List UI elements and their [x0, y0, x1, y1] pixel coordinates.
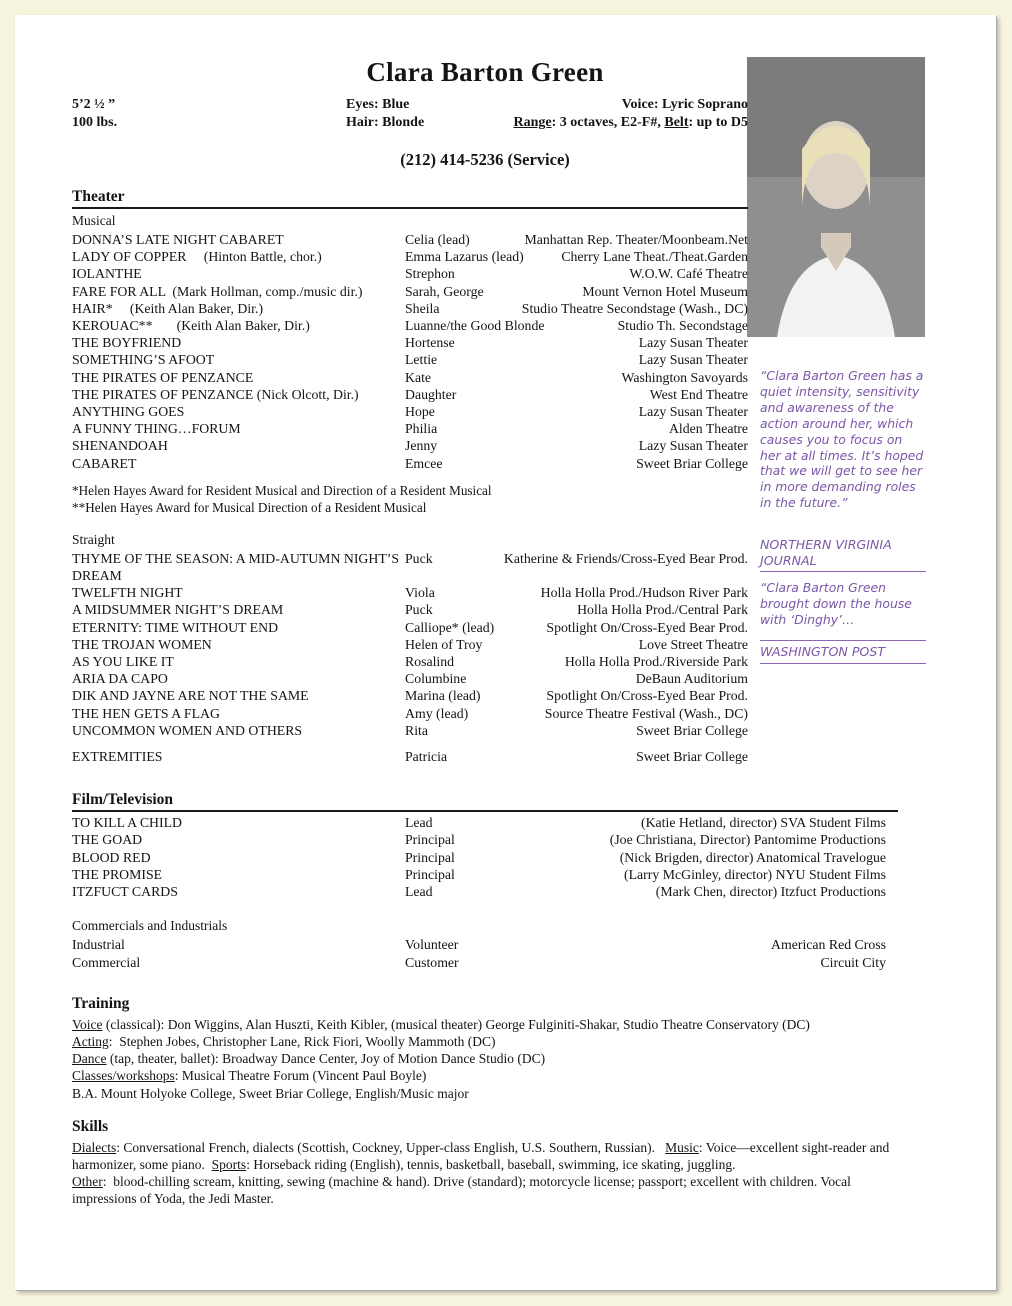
footnote: **Helen Hayes Award for Musical Direction of a Resident Musical: [72, 499, 427, 515]
credit-venue: Sweet Briar College: [636, 749, 748, 765]
credit-venue: Cherry Lane Theat./Theat.Garden: [561, 249, 748, 265]
credit-venue: West End Theatre: [649, 386, 748, 402]
skills-lines: [72, 1139, 898, 1208]
credit-role: Rosalind: [405, 654, 455, 670]
training-heading: Training: [72, 994, 130, 1012]
credit-row: [72, 437, 748, 454]
credit-role: Sarah, George: [405, 283, 484, 299]
credit-title: Commercial: [72, 954, 141, 970]
credit-title: A FUNNY THING…FORUM: [72, 421, 241, 437]
vitals-left-column: [72, 96, 346, 132]
credit-title: THE GOAD: [72, 832, 143, 848]
credit-row: [72, 248, 748, 265]
underlined-text: Dance: [72, 1051, 107, 1067]
credit-venue: Love Street Theatre: [638, 636, 748, 652]
credit-title: CABARET: [72, 455, 137, 471]
plain-text: : Horseback riding (English), tennis, basketball, baseball, swimming, ice skating, juggling.: [246, 1156, 736, 1172]
footnote: *Helen Hayes Award for Resident Musical and Direction of a Resident Musical: [72, 482, 492, 498]
credit-title: KEROUAC** (Keith Alan Baker, Dir.): [72, 318, 310, 334]
resume-page: [15, 15, 996, 1290]
credit-role: Philia: [405, 421, 438, 437]
skills-line: [72, 1139, 898, 1173]
credit-role: Volunteer: [405, 937, 459, 953]
credit-row: [72, 814, 886, 831]
credit-role: Patricia: [405, 749, 448, 765]
training-line: [72, 1067, 898, 1084]
credit-role: Viola: [405, 585, 435, 601]
vitals-block: [72, 96, 748, 132]
underlined-text: Other: [72, 1174, 103, 1190]
underlined-text: Belt: [664, 115, 689, 130]
underlined-text: Voice: [72, 1016, 103, 1032]
plain-text: : up to D5: [688, 115, 748, 130]
phone-number: (212) 414-5236 (Service): [400, 150, 570, 169]
film-heading-label: Film/Television: [72, 791, 174, 809]
credit-row: [72, 369, 748, 386]
quote-source-2: WASHINGTON POST: [760, 640, 926, 665]
credit-title: THE BOYFRIEND: [72, 335, 182, 351]
underlined-text: Acting: [72, 1033, 109, 1049]
credit-row: [72, 317, 748, 334]
credit-row: [72, 722, 748, 739]
credit-row: [72, 705, 748, 722]
credit-row: [72, 670, 748, 687]
credit-venue: Studio Theatre Secondstage (Wash., DC): [521, 300, 748, 316]
credit-venue: Sweet Briar College: [636, 455, 748, 471]
credit-venue: Source Theatre Festival (Wash., DC): [544, 705, 748, 721]
credit-title: THE TROJAN WOMEN: [72, 636, 212, 652]
credit-role: Jenny: [405, 438, 438, 454]
training-lines: [72, 1016, 898, 1102]
credit-row: [72, 351, 748, 368]
credit-row: [72, 334, 748, 351]
vitals-right-column: [513, 96, 748, 132]
training-line: [72, 1085, 898, 1102]
credit-role: Daughter: [405, 386, 457, 402]
credit-role: Customer: [405, 954, 459, 970]
credit-title: TWELFTH NIGHT: [72, 585, 183, 601]
training-line: [72, 1050, 898, 1067]
quote-source-1: NORTHERN VIRGINIA JOURNAL: [760, 537, 926, 572]
plain-text: B.A. Mount Holyoke College, Sweet Briar College, English/Music major: [72, 1085, 469, 1101]
credit-role: Luanne/the Good Blonde: [405, 318, 545, 334]
credit-role: Kate: [405, 369, 432, 385]
credit-venue: Alden Theatre: [668, 421, 748, 437]
underlined-text: Sports: [211, 1156, 247, 1172]
credit-title: ETERNITY: TIME WITHOUT END: [72, 619, 279, 635]
credit-row: [72, 601, 748, 618]
plain-text: : blood-chilling scream, knitting, sewing (machine & hand). Drive (standard); motorcycle license; passport; excellent with children. Vocal impressions of Yoda, the Jedi Master.: [72, 1174, 855, 1207]
credit-title: Industrial: [72, 937, 125, 953]
straight-credits: [72, 550, 748, 765]
plain-text: : Voice—excellent sight-reader and harmonizer, some piano.: [72, 1139, 893, 1172]
credit-title: THE PROMISE: [72, 866, 163, 882]
credit-venue: Studio Th. Secondstage: [617, 318, 748, 334]
skills-heading: Skills: [72, 1117, 109, 1135]
theater-heading: [72, 188, 748, 209]
credit-title: THE HEN GETS A FLAG: [72, 705, 220, 721]
credit-title: THE PIRATES OF PENZANCE: [72, 369, 254, 385]
credit-venue: W.O.W. Café Theatre: [629, 266, 748, 282]
credit-role: Sheila: [405, 300, 440, 316]
credit-venue: Spotlight On/Cross-Eyed Bear Prod.: [546, 619, 748, 635]
credit-row: [72, 883, 886, 900]
credit-venue: Sweet Briar College: [636, 722, 748, 738]
credit-venue: (Katie Hetland, director) SVA Student Films: [641, 815, 886, 831]
underlined-text: Classes/workshops: [72, 1068, 175, 1084]
credit-row: [72, 386, 748, 403]
musical-label: Musical: [72, 213, 116, 228]
credit-venue: (Joe Christiana, Director) Pantomime Productions: [609, 832, 886, 848]
plain-text: : Stephen Jobes, Christopher Lane, Rick Fiori, Woolly Mammoth (DC): [108, 1033, 496, 1049]
credit-title: A MIDSUMMER NIGHT’S DREAM: [72, 602, 284, 618]
plain-text: (tap, theater, ballet): Broadway Dance Center, Joy of Motion Dance Studio (DC): [106, 1051, 546, 1067]
plain-text: : 3 octaves, E2-F#,: [551, 115, 665, 130]
credit-row: [72, 283, 748, 300]
credit-row: [72, 636, 748, 653]
credit-title: LADY OF COPPER (Hinton Battle, chor.): [72, 249, 322, 265]
plain-text: : Musical Theatre Forum (Vincent Paul Boyle): [174, 1068, 427, 1084]
credit-role: Principal: [405, 866, 455, 882]
weight-text: 100 lbs.: [72, 115, 118, 130]
credit-role: Amy (lead): [405, 705, 469, 721]
voice-text: Voice: Lyric Soprano: [621, 97, 748, 112]
credit-venue: Washington Savoyards: [621, 369, 748, 385]
training-line: [72, 1016, 898, 1033]
range-text: [513, 114, 748, 132]
credit-row: [72, 866, 886, 883]
pull-quote-2: “Clara Barton Green brought down the house with ‘Dinghy’…: [760, 580, 912, 627]
credit-venue: (Mark Chen, director) Itzfuct Productions: [655, 884, 886, 900]
credit-venue: Circuit City: [820, 954, 886, 970]
credit-venue: (Larry McGinley, director) NYU Student Films: [624, 866, 886, 882]
credit-venue: Katherine & Friends/Cross-Eyed Bear Prod.: [503, 550, 748, 566]
credit-venue: Holla Holla Prod./Riverside Park: [564, 654, 748, 670]
credit-row: [72, 936, 886, 953]
credit-role: Lead: [405, 815, 433, 831]
credit-role: Hope: [405, 404, 435, 420]
credit-role: Emcee: [405, 455, 443, 471]
underlined-text: Range: [513, 115, 552, 130]
skills-line: [72, 1173, 898, 1207]
credit-title: DIK AND JAYNE ARE NOT THE SAME: [72, 688, 309, 704]
pull-quote-1: “Clara Barton Green has a quiet intensity, sensitivity and awareness of the action around her, which causes you to focus on her at all times. It’s hoped that we will get to see her in more demanding roles in the future.”: [760, 368, 924, 511]
credit-venue: Lazy Susan Theater: [638, 438, 748, 454]
credit-row: [72, 584, 748, 601]
name-title: Clara Barton Green: [366, 57, 604, 87]
commercials-label: Commercials and Industrials: [72, 918, 228, 934]
musical-credits: [72, 231, 748, 472]
credit-role: Rita: [405, 722, 428, 738]
credit-venue: Holla Holla Prod./Hudson River Park: [540, 585, 748, 601]
credit-title: ITZFUCT CARDS: [72, 884, 178, 900]
credit-venue: Spotlight On/Cross-Eyed Bear Prod.: [546, 688, 748, 704]
award-footnotes: [72, 482, 898, 516]
credit-title: SOMETHING’S AFOOT: [72, 352, 215, 368]
credit-row: [72, 265, 748, 282]
credit-role: Hortense: [405, 335, 455, 351]
film-heading: [72, 791, 898, 812]
underlined-text: Dialects: [72, 1139, 117, 1155]
credit-role: Lead: [405, 884, 433, 900]
credit-row: [72, 420, 748, 437]
credit-role: Principal: [405, 849, 455, 865]
credit-title: FARE FOR ALL (Mark Hollman, comp./music dir.): [72, 283, 363, 299]
credit-title: IOLANTHE: [72, 266, 142, 282]
credit-title: BLOOD RED: [72, 849, 151, 865]
credit-row: [72, 954, 886, 971]
credit-row: [72, 748, 748, 765]
credit-title: UNCOMMON WOMEN AND OTHERS: [72, 722, 303, 738]
credit-title: HAIR* (Keith Alan Baker, Dir.): [72, 300, 264, 316]
height-text: 5’2 ½ ”: [72, 97, 116, 112]
credit-row: [72, 300, 748, 317]
credit-row: [72, 653, 748, 670]
credit-role: Emma Lazarus (lead): [405, 249, 524, 265]
credit-role: Calliope* (lead): [405, 619, 495, 635]
credit-venue: Lazy Susan Theater: [638, 352, 748, 368]
credit-title: DONNA’S LATE NIGHT CABARET: [72, 232, 284, 247]
credit-row: [72, 831, 886, 848]
vitals-middle-column: [346, 96, 513, 132]
plain-text: (classical): Don Wiggins, Alan Huszti, Keith Kibler, (musical theater) George Fulginiti-Shakar, Studio Theatre Conservatory (DC): [102, 1016, 810, 1032]
credit-role: Puck: [405, 602, 433, 618]
credit-venue: DeBaun Auditorium: [635, 671, 748, 687]
straight-label: Straight: [72, 531, 115, 547]
credit-role: Celia (lead): [405, 232, 470, 247]
commercial-credits: [72, 936, 886, 970]
credit-venue: (Nick Brigden, director) Anatomical Travelogue: [619, 849, 886, 865]
credit-role: Strephon: [405, 266, 455, 282]
credit-title: EXTREMITIES: [72, 749, 163, 765]
plain-text: : Conversational French, dialects (Scottish, Cockney, Upper-class English, U.S. Southern, Russian).: [116, 1139, 666, 1155]
main-content: [72, 57, 898, 1208]
credit-venue: Mount Vernon Hotel Museum: [582, 283, 748, 299]
credit-title: THE PIRATES OF PENZANCE (Nick Olcott, Dir.): [72, 386, 359, 402]
credit-title: TO KILL A CHILD: [72, 815, 182, 831]
credit-venue: Lazy Susan Theater: [638, 404, 748, 420]
hair-text: Hair: Blonde: [346, 115, 425, 130]
credit-row: [72, 849, 886, 866]
credit-venue: American Red Cross: [771, 937, 886, 953]
credit-row: [72, 231, 748, 248]
credit-row: [72, 550, 748, 584]
credit-role: Lettie: [405, 352, 438, 368]
credit-title: SHENANDOAH: [72, 438, 168, 454]
credit-title: ANYTHING GOES: [72, 404, 185, 420]
credit-row: [72, 403, 748, 420]
credit-row: [72, 687, 748, 704]
credit-row: [72, 619, 748, 636]
credit-title: THYME OF THE SEASON: A MID-AUTUMN NIGHT’S DREAM: [72, 550, 403, 584]
training-line: [72, 1033, 898, 1050]
credit-title: AS YOU LIKE IT: [72, 654, 174, 670]
underlined-text: Music: [665, 1139, 699, 1155]
credit-venue: Manhattan Rep. Theater/Moonbeam.Net: [524, 232, 748, 247]
credit-venue: Holla Holla Prod./Central Park: [577, 602, 748, 618]
credit-role: Marina (lead): [405, 688, 481, 704]
credit-venue: Lazy Susan Theater: [638, 335, 748, 351]
credit-row: [72, 455, 748, 472]
film-credits: [72, 814, 886, 900]
credit-role: Principal: [405, 832, 455, 848]
theater-heading-label: Theater: [72, 188, 125, 205]
credit-role: Helen of Troy: [405, 636, 483, 652]
credit-role: Columbine: [405, 671, 467, 687]
eyes-text: Eyes: Blue: [346, 97, 410, 112]
credit-title: ARIA DA CAPO: [72, 671, 168, 687]
credit-role: Puck: [405, 550, 433, 566]
